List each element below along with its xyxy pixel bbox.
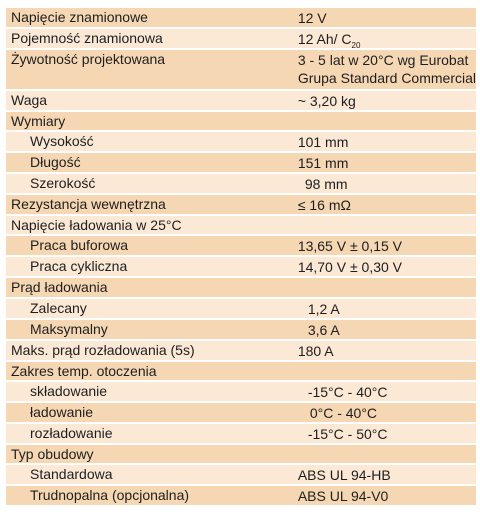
table-row (6, 423, 476, 444)
section-label: Wymiary (6, 111, 290, 131)
table-row (6, 361, 476, 381)
section-label: Napięcie ładowania w 25°C (6, 215, 290, 235)
table-row (6, 319, 476, 340)
table-row (6, 173, 476, 194)
spec-value: -15°C - 40°C (290, 381, 476, 402)
table-row (6, 152, 476, 173)
table-row (6, 235, 476, 256)
spec-label: Szerokość (6, 173, 290, 194)
spec-value-subscript: 20 (351, 41, 361, 51)
spec-value (290, 111, 476, 131)
spec-value: 0°C - 40°C (290, 402, 476, 423)
spec-value: ~ 3,20 kg (290, 90, 476, 111)
section-label: Zakres temp. otoczenia (6, 361, 290, 381)
spec-value-line2: Grupa Standard Commercial (297, 70, 476, 87)
table-row (6, 131, 476, 152)
table-row (6, 277, 476, 297)
table-row (6, 298, 476, 319)
section-label: Typ obudowy (6, 444, 290, 464)
spec-label: Wysokość (6, 131, 290, 152)
spec-value: ABS UL 94-HB (290, 464, 476, 485)
spec-value: 12 Ah/ C (297, 31, 352, 48)
table-row (6, 215, 476, 235)
spec-label: Rezystancja wewnętrzna (6, 194, 290, 215)
table-row (6, 381, 476, 402)
spec-value: -15°C - 50°C (290, 423, 476, 444)
table-row (6, 28, 476, 49)
spec-label: Długość (6, 152, 290, 173)
battery-spec-table (6, 8, 476, 507)
spec-label: Maksymalny (6, 319, 290, 340)
spec-value (290, 444, 476, 464)
spec-value: 151 mm (290, 152, 476, 173)
spec-value: 13,65 V ± 0,15 V (290, 235, 476, 256)
spec-value: 3 - 5 lat w 20°C wg Eurobat (297, 52, 469, 69)
spec-label: Standardowa (6, 464, 290, 485)
spec-label: rozładowanie (6, 423, 290, 444)
table-row (6, 402, 476, 423)
table-row (6, 194, 476, 215)
spec-value: 98 mm (290, 173, 476, 194)
table-row (6, 49, 476, 90)
spec-value (290, 215, 476, 235)
table-row (6, 444, 476, 464)
section-label: Prąd ładowania (6, 277, 290, 297)
spec-value: 180 A (290, 340, 476, 361)
spec-value: 12 V (290, 8, 476, 28)
spec-label: Żywotność projektowana (6, 49, 290, 90)
spec-label: Waga (6, 90, 290, 111)
spec-label: Trudnopalna (opcjonalna) (6, 485, 290, 506)
spec-value: ABS UL 94-V0 (290, 485, 476, 506)
table-row (6, 485, 476, 506)
spec-label: Napięcie znamionowe (6, 8, 290, 28)
spec-label: Maks. prąd rozładowania (5s) (6, 340, 290, 361)
table-row (6, 256, 476, 277)
spec-label: Praca cykliczna (6, 256, 290, 277)
spec-label: Pojemność znamionowa (6, 28, 290, 49)
table-row (6, 90, 476, 111)
spec-label: ładowanie (6, 402, 290, 423)
spec-value: 101 mm (290, 131, 476, 152)
spec-value: ≤ 16 mΩ (290, 194, 476, 215)
table-row (6, 8, 476, 28)
spec-label: Zalecany (6, 298, 290, 319)
spec-value (290, 277, 476, 297)
spec-value: 1,2 A (290, 298, 476, 319)
spec-label: składowanie (6, 381, 290, 402)
spec-value (290, 361, 476, 381)
spec-label: Praca buforowa (6, 235, 290, 256)
table-row (6, 340, 476, 361)
spec-value: 3,6 A (290, 319, 476, 340)
spec-value-cell (290, 49, 476, 90)
spec-value-cell (290, 28, 476, 49)
table-row (6, 464, 476, 485)
table-row (6, 111, 476, 131)
spec-value: 14,70 V ± 0,30 V (290, 256, 476, 277)
